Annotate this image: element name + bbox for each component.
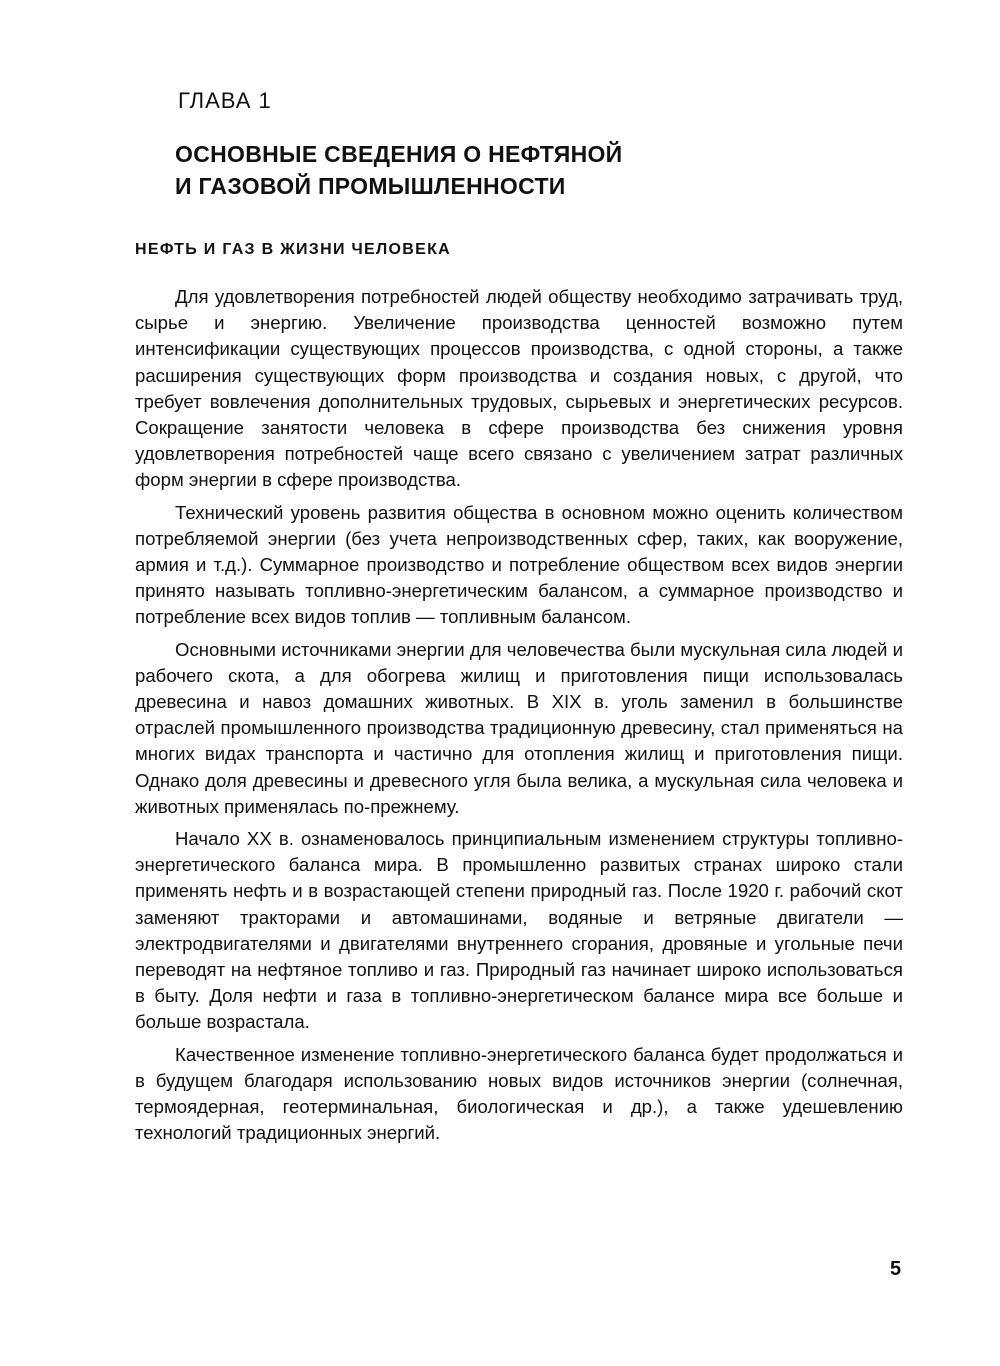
paragraph-2: Технический уровень развития общества в основном можно оценить количеством потребляемой энергии (без учета непроизводственных сфер, таких, как вооружение, армия и т.д.). Суммарное производство и потребление обществом всех видов энергии принято называть топливно-энергетическим балансом, а суммарное производство и потребление всех видов топлив — топливным балансом.	[135, 501, 903, 628]
paragraph-1: Для удовлетворения потребностей людей обществу необходимо затрачивать труд, сырье и энергию. Увеличение производства ценностей возможно путем интенсификации существующих процессов производства, с одной стороны, а также расширения существующих форм производства и создания новых, с другой, что требует вовлечения дополнительных трудовых, сырьевых и энергетических ресурсов. Сокращение занятости человека в сфере производства без снижения уровня удовлетворения потребностей чаще всего связано с увеличением затрат различных форм энергии в сфере производства.	[135, 286, 903, 491]
page-number: 5	[890, 1258, 902, 1280]
paragraph-4: Начало XX в. ознаменовалось принципиальным изменением структуры топливно-энергетического баланса мира. В промышленно развитых странах широко стали применять нефть и в возрастающей степени природный газ. После 1920 г. рабочий скот заменяют тракторами и автомашинами, водяные и ветряные двигатели — электродвигателями и двигателями внутреннего сгорания, дровяные и угольные печи переводят на нефтяное топливо и газ. Природный газ начинает широко использоваться в быту. Доля нефти и газа в топливно-энергетическом балансе мира все больше и больше возрастала.	[135, 828, 903, 1033]
chapter-title-line-1: ОСНОВНЫЕ СВЕДЕНИЯ О НЕФТЯНОЙ	[175, 141, 623, 167]
paragraph-5: Качественное изменение топливно-энергетического баланса будет продолжаться и в будущем благодаря использованию новых видов источников энергии (солнечная, термоядерная, геотерминальная, биологическая и др.), а также удешевлению технологий традиционных энергий.	[135, 1043, 903, 1144]
chapter-title	[175, 138, 735, 202]
section-title: НЕФТЬ И ГАЗ В ЖИЗНИ ЧЕЛОВЕКА	[135, 241, 452, 258]
body-text	[135, 284, 903, 1153]
paragraph-3: Основными источниками энергии для человечества были мускульная сила людей и рабочего скота, а для обогрева жилищ и приготовления пищи использовалась древесина и навоз домашних животных. В XIX в. уголь заменил в большинстве отраслей промышленного производства традиционную древесину, стал применяться на многих видах транспорта и частично для отопления жилищ и приготовления пищи. Однако доля древесины и древесного угля была велика, а мускульная сила человека и животных применялась по-прежнему.	[135, 638, 903, 817]
chapter-title-line-2: И ГАЗОВОЙ ПРОМЫШЛЕННОСТИ	[175, 173, 566, 199]
chapter-label: ГЛАВА 1	[178, 88, 272, 113]
